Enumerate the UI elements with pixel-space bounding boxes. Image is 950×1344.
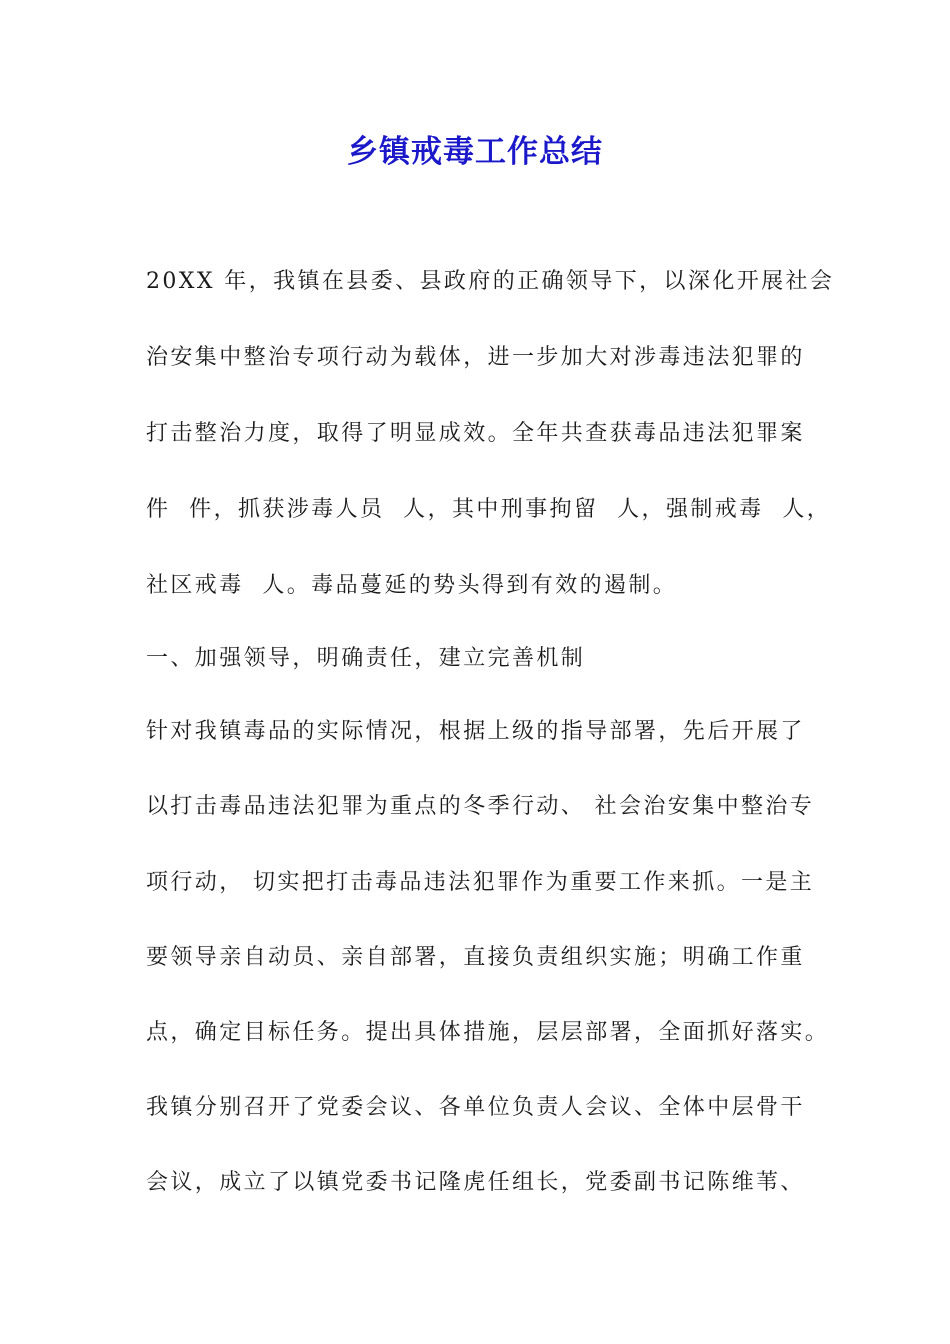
body-line-13: 会议，成立了以镇党委书记隆虎任组长，党委副书记陈维苇、 (146, 1170, 805, 1195)
body-line-12: 我镇分别召开了党委会议、各单位负责人会议、全体中层骨干 (146, 1095, 805, 1120)
body-line-8: 以打击毒品违法犯罪为重点的冬季行动、 社会治安集中整治专 (146, 794, 815, 819)
body-line-3: 打击整治力度，取得了明显成效。全年共查获毒品违法犯罪案 (146, 421, 805, 446)
body-line-7: 针对我镇毒品的实际情况，根据上级的指导部署，先后开展了 (146, 719, 805, 744)
body-line-4: 件 件，抓获涉毒人员 人，其中刑事拘留 人，强制戒毒 人， (146, 497, 832, 522)
section-heading-1: 一、加强领导，明确责任，建立完善机制 (146, 646, 586, 671)
body-line-5: 社区戒毒 人。毒品蔓延的势头得到有效的遏制。 (146, 573, 678, 598)
body-line-11: 点，确定目标任务。提出具体措施，层层部署，全面抓好落实。 (146, 1020, 830, 1045)
body-line-9: 项行动， 切实把打击毒品违法犯罪作为重要工作来抓。一是主 (146, 870, 815, 895)
document-title: 乡镇戒毒工作总结 (347, 134, 603, 170)
body-line-1: 20XX 年，我镇在县委、县政府的正确领导下，以深化开展社会 (146, 269, 835, 294)
body-line-10: 要领导亲自动员、亲自部署，直接负责组织实施；明确工作重 (146, 945, 805, 970)
body-line-2: 治安集中整治专项行动为载体，进一步加大对涉毒违法犯罪的 (146, 345, 805, 370)
